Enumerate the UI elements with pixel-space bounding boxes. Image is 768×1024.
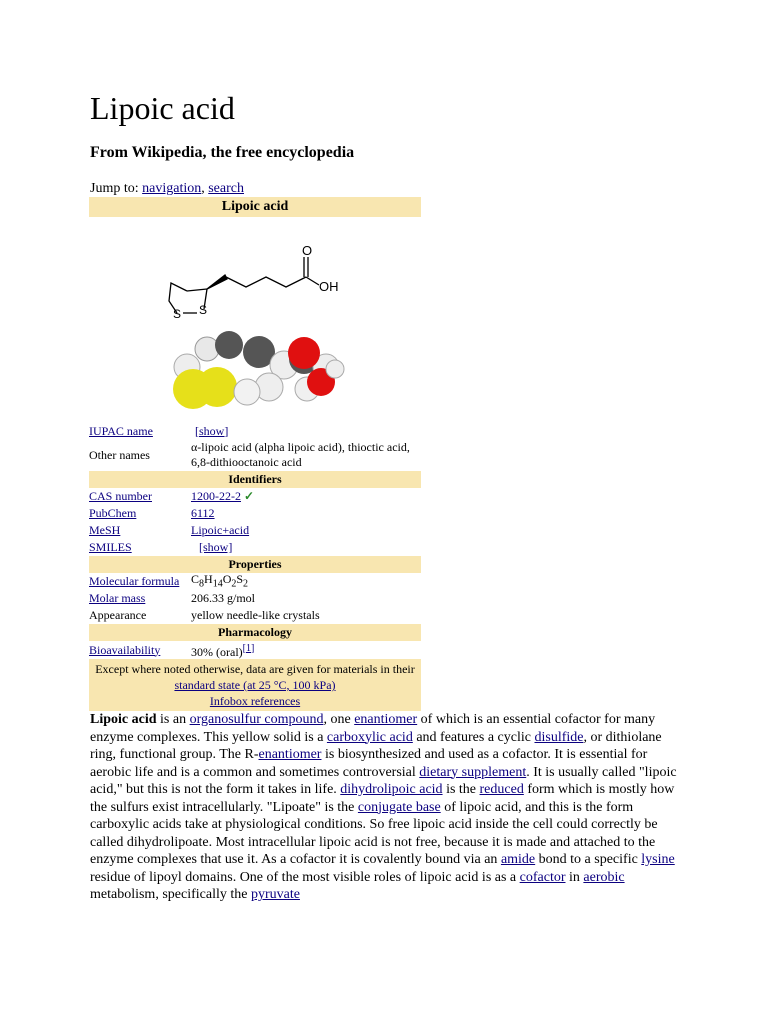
dietary-supplement-link[interactable]: dietary supplement	[419, 764, 527, 780]
amide-link[interactable]: amide	[500, 852, 536, 867]
hydrogen-atom	[234, 379, 260, 405]
standard-state-link[interactable]: standard state (at 25 °C, 100 kPa)	[174, 678, 336, 692]
carbon-atom	[215, 331, 243, 359]
page-title: Lipoic acid	[90, 90, 235, 126]
other-names-label: Other names	[89, 447, 150, 462]
other-names-value: α-lipoic acid (alpha lipoic acid), thioctic acid, 6,8-dithiooctanoic acid	[191, 440, 410, 469]
molecular-formula-value: $C_8H_{14}O_2S_2$	[191, 571, 249, 590]
appearance-row	[89, 607, 421, 624]
chain-bonds	[226, 277, 306, 287]
disulfide-link[interactable]: disulfide	[534, 729, 584, 745]
iupac-row	[89, 423, 421, 439]
check-icon: ✓	[244, 489, 255, 503]
jump-links	[90, 180, 244, 198]
wedge-bond	[207, 275, 227, 289]
iupac-name-link[interactable]: IUPAC name	[89, 423, 153, 438]
hydrogen-atom	[326, 360, 344, 378]
hydrogen-atom	[195, 337, 219, 361]
infobox-title: Lipoic acid	[89, 197, 421, 217]
organosulfur-link[interactable]: organosulfur compound	[189, 712, 324, 727]
ring-c-bond	[187, 289, 207, 291]
cas-row	[89, 488, 421, 505]
other-names-row	[89, 439, 421, 471]
article-intro-paragraph: Lipoic acid is an organosulfur compound, one enantiomer of which is an essential cofactor for many enzyme complexes. This yellow solid is a carboxylic acid and features a cyclic disulfide, or dithiolane ring, functional group. The R-enantiomer is biosynthesized and used as a cofactor. It is essential for aerobic life and is a common and sometimes controversial dietary supplement. It is usually called "lipoic acid," but this is not the form it takes in life. dihydrolipoic acid is the reduced form which is mostly how the sulfurs exist intracellularly. "Lipoate" is the conjugate base of lipoic acid, and this is the form carboxylic acids take at physiological conditions. So free lipoic acid inside the cell could correctly be called dihydrolipoate. Most intracellular lipoic acid is not free, because it is made and attached to the enzyme complexes that use it. As a cofactor it is covalently bound via an amide bond to a specific lysine residue of lipoyl domains. One of the most visible roles of lipoic acid is as a cofactor in aerobic metabolism, specifically the pyruvate	[90, 712, 677, 902]
skeletal-formula-image	[169, 257, 319, 313]
pubchem-row	[89, 505, 421, 522]
smiles-show-link[interactable]: [show]	[199, 540, 233, 554]
hydroxyl-bond	[306, 277, 319, 285]
identifiers-header: Identifiers	[89, 471, 421, 488]
properties-header: Properties	[89, 556, 421, 573]
infobox	[89, 197, 421, 711]
lysine-link[interactable]: lysine	[641, 852, 675, 867]
navigation-link[interactable]: navigation	[142, 181, 202, 196]
mesh-link[interactable]: MeSH	[89, 523, 121, 537]
dihydrolipoic-acid-link[interactable]: dihydrolipoic acid	[340, 782, 443, 797]
mesh-value-link[interactable]: Lipoic+acid	[191, 523, 250, 537]
pyruvate-link[interactable]: pyruvate	[250, 887, 300, 902]
smiles-link[interactable]: SMILES	[89, 540, 132, 554]
cas-value-link[interactable]: 1200-22-2	[191, 489, 241, 503]
pubchem-value-link[interactable]: 6112	[191, 506, 215, 520]
mesh-row	[89, 522, 421, 539]
infobox-note	[89, 659, 421, 711]
sulfur-label-1: S	[173, 307, 182, 321]
article-subject: Lipoic acid	[90, 712, 157, 727]
cofactor-link[interactable]: cofactor	[519, 869, 566, 885]
iupac-show-link[interactable]: [show]	[195, 423, 229, 438]
reduced-link[interactable]: reduced	[479, 782, 524, 797]
sulfur-atom	[197, 367, 237, 407]
cas-number-link[interactable]: CAS number	[89, 489, 152, 503]
molar-mass-value: 206.33 g/mol	[191, 591, 256, 605]
molar-mass-link[interactable]: Molar mass	[89, 591, 146, 605]
jump-separator: ,	[201, 181, 209, 196]
conjugate-base-link[interactable]: conjugate base	[357, 799, 441, 815]
space-filling-model-image	[173, 331, 344, 409]
molecular-formula-link[interactable]: Molecular formula	[89, 574, 180, 588]
molar-mass-row	[89, 590, 421, 607]
reference-link[interactable]: [1]	[242, 642, 255, 654]
enantiomer-link-2[interactable]: enantiomer	[258, 747, 322, 762]
infobox-images	[89, 217, 421, 423]
pharmacology-header: Pharmacology	[89, 624, 421, 641]
carboxylic-acid-link[interactable]: carboxylic acid	[326, 729, 413, 745]
aerobic-link[interactable]: aerobic	[583, 869, 625, 885]
sulfur-label-2: S	[199, 303, 208, 317]
pubchem-link[interactable]: PubChem	[89, 506, 137, 520]
structure-diagrams	[89, 217, 421, 423]
hydroxyl-label: OH	[319, 279, 339, 294]
jump-prefix: Jump to:	[90, 181, 143, 196]
note-text: Except where noted otherwise, data are given for materials in their	[95, 662, 415, 676]
oxygen-label: O	[302, 243, 313, 258]
infobox-references-link[interactable]: Infobox references	[209, 694, 301, 708]
oxygen-atom	[288, 337, 320, 369]
bioavailability-value: 30% (oral)	[191, 644, 243, 659]
appearance-value: yellow needle-like crystals	[191, 608, 320, 622]
appearance-label: Appearance	[89, 608, 147, 622]
bioavailability-row	[89, 641, 421, 659]
formula-row	[89, 573, 421, 590]
enantiomer-link[interactable]: enantiomer	[354, 712, 418, 727]
page-subtitle: From Wikipedia, the free encyclopedia	[90, 144, 355, 161]
smiles-row	[89, 539, 421, 556]
bioavailability-link[interactable]: Bioavailability	[89, 642, 161, 657]
search-link[interactable]: search	[208, 181, 244, 196]
